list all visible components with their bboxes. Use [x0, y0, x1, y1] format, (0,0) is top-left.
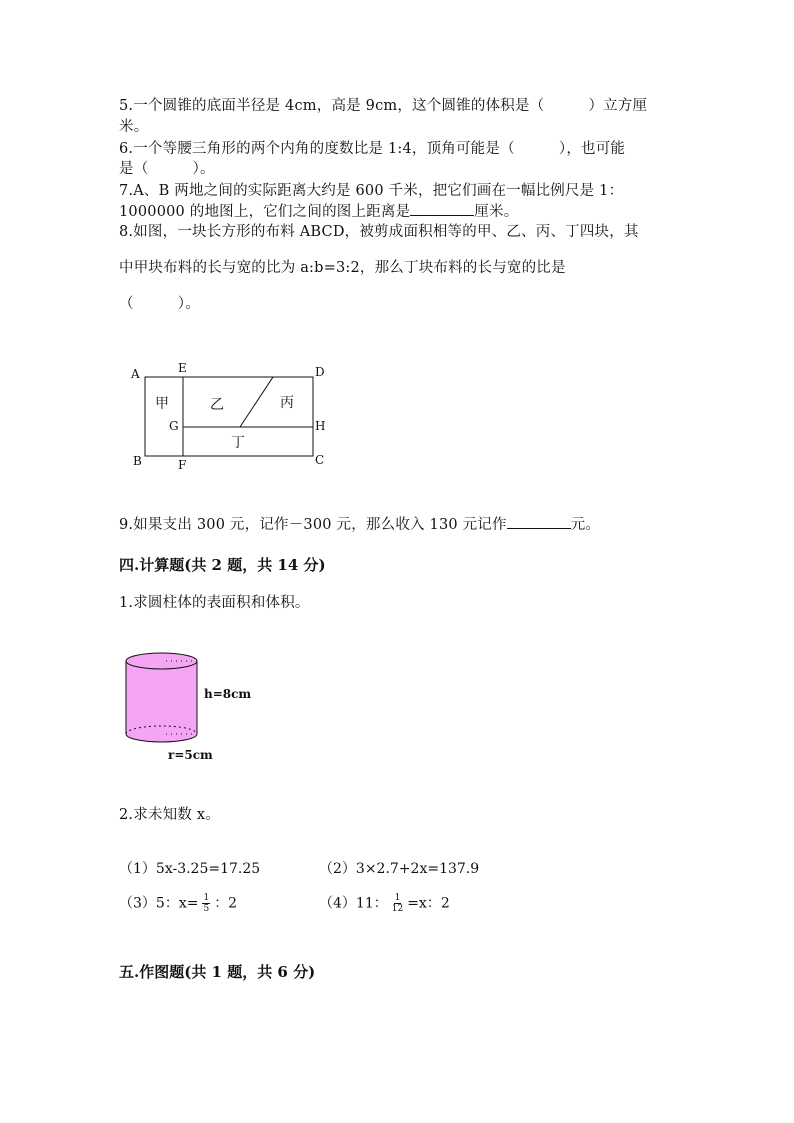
equation-2: （2）3×2.7+2x=137.9 — [319, 861, 480, 877]
diagonal-divider — [240, 377, 273, 427]
cylinder-body — [126, 661, 197, 742]
equation-4 — [319, 893, 450, 914]
fraction-one-twelfth — [392, 893, 403, 914]
section4-problem2: 2.求未知数 x。 — [119, 807, 220, 823]
fraction-denominator: 5 — [203, 904, 210, 914]
fraction-denominator: 12 — [391, 904, 404, 914]
q6-line1: 6.一个等腰三角形的两个内角的度数比是 1:4，顶角可能是（ ），也可能 — [119, 141, 626, 157]
label-h: H — [315, 419, 326, 433]
fraction-numerator: 1 — [394, 893, 401, 903]
region-bing: 丙 — [280, 395, 294, 411]
fraction-numerator: 1 — [203, 893, 210, 903]
rect-abcd — [145, 377, 313, 456]
q8-line2: 中甲块布料的长与宽的比为 a:b=3:2，那么丁块布料的长与宽的比是 — [119, 260, 566, 276]
fraction-one-fifth — [202, 893, 210, 914]
q8-line3: （ ）。 — [119, 296, 200, 312]
fabric-rectangle-figure — [125, 358, 340, 474]
q7-line2-suffix: 厘米。 — [474, 204, 519, 220]
q8-line1: 8.如图，一块长方形的布料 ABCD，被剪成面积相等的甲、乙、丙、丁四块，其 — [119, 224, 639, 240]
equation-4-prefix: （4）11： — [319, 895, 388, 912]
equation-1: （1）5x-3.25=17.25 — [119, 861, 261, 877]
region-ding: 丁 — [231, 435, 245, 451]
q7-line2-prefix: 1000000 的地图上，它们之间的图上距离是 — [119, 204, 411, 220]
q9-prefix: 9.如果支出 300 元，记作－300 元，那么收入 130 元记作 — [119, 517, 507, 533]
label-g: G — [169, 419, 179, 433]
label-f: F — [178, 458, 187, 472]
q9-suffix: 元。 — [570, 517, 601, 533]
cylinder-figure — [118, 648, 258, 766]
q7-line2 — [119, 201, 518, 222]
answer-blank — [410, 201, 474, 216]
radius-label: r=5cm — [168, 748, 213, 762]
q9-line — [119, 514, 600, 535]
label-a: A — [131, 367, 140, 381]
region-yi: 乙 — [210, 397, 224, 413]
answer-blank — [507, 514, 571, 529]
q5-line2: 米。 — [119, 119, 149, 135]
equation-4-suffix: =x：2 — [407, 895, 450, 912]
q6-line2: 是（ ）。 — [119, 161, 215, 177]
section5-heading: 五.作图题(共 1 题，共 6 分) — [119, 963, 316, 981]
label-b: B — [133, 454, 142, 468]
label-e: E — [178, 361, 187, 375]
section4-heading: 四.计算题(共 2 题，共 14 分) — [119, 556, 326, 574]
label-c: C — [315, 453, 325, 467]
height-label: h=8cm — [204, 687, 252, 701]
q5-line1: 5.一个圆锥的底面半径是 4cm，高是 9cm，这个圆锥的体积是（ ）立方厘 — [119, 98, 648, 114]
label-d: D — [315, 365, 325, 379]
equation-3-suffix: ：2 — [214, 895, 238, 912]
region-jia: 甲 — [155, 396, 169, 412]
q7-line1: 7.A、B 两地之间的实际距离大约是 600 千米，把它们画在一幅比例尺是 1： — [119, 183, 624, 199]
equation-3 — [119, 893, 237, 914]
equation-3-prefix: （3）5：x= — [119, 895, 199, 912]
section4-problem1: 1.求圆柱体的表面积和体积。 — [119, 595, 310, 611]
